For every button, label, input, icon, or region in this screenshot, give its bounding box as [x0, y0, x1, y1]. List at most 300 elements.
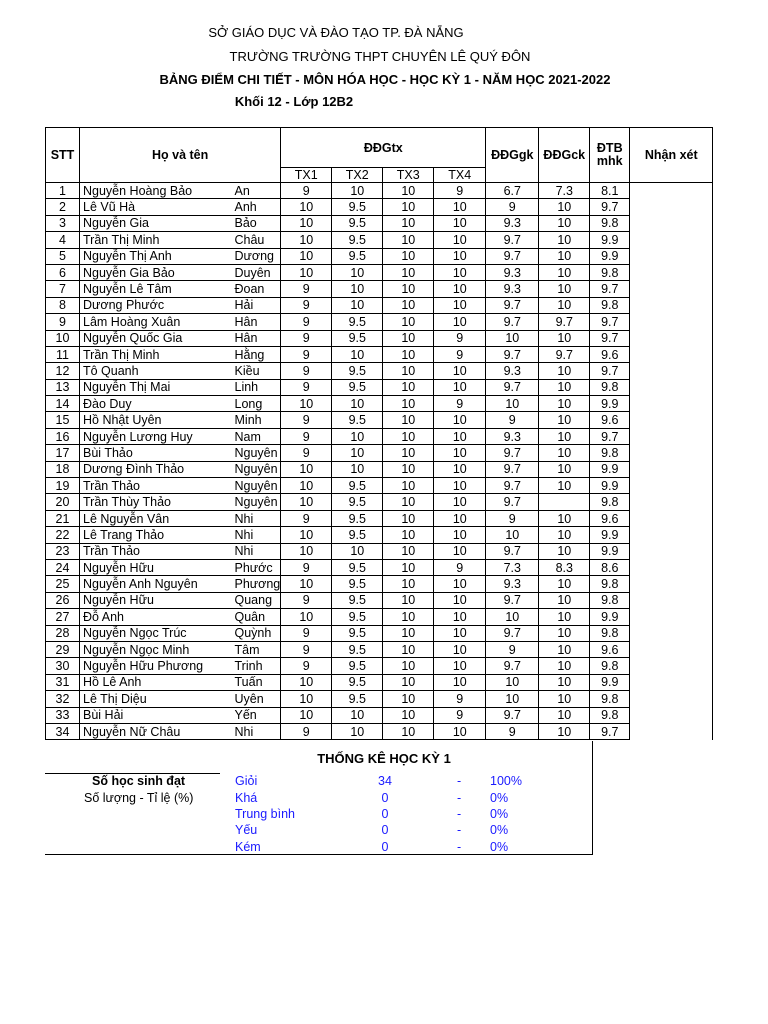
cell-dtb: 9.6 — [590, 412, 630, 428]
cell-tx3: 10 — [383, 215, 434, 231]
cell-tx3: 10 — [383, 183, 434, 199]
cell-nhanxet — [630, 396, 713, 412]
cell-ddgck: 10 — [539, 691, 590, 707]
cell-ddgck: 10 — [539, 543, 590, 559]
cell-tx3: 10 — [383, 330, 434, 346]
cell-tx3: 10 — [383, 461, 434, 477]
cell-ddgck: 9.7 — [539, 346, 590, 362]
cell-ddggk: 9 — [486, 641, 539, 657]
cell-dtb: 9.8 — [590, 379, 630, 395]
cell-tx3: 10 — [383, 379, 434, 395]
col-header-tx1: TX1 — [281, 168, 332, 183]
cell-nhanxet — [630, 346, 713, 362]
cell-nhanxet — [630, 494, 713, 510]
cell-nhanxet — [630, 461, 713, 477]
cell-stt: 33 — [46, 707, 80, 723]
stats-percent: 0% — [490, 840, 509, 854]
cell-nhanxet — [630, 576, 713, 592]
cell-ddggk: 9.7 — [486, 625, 539, 641]
cell-ddggk: 9.7 — [486, 543, 539, 559]
cell-tx4: 10 — [434, 658, 486, 674]
cell-tx4: 10 — [434, 510, 486, 526]
cell-tx2: 9.5 — [332, 625, 383, 641]
cell-tx1: 10 — [281, 609, 332, 625]
cell-ddggk: 9.3 — [486, 281, 539, 297]
table-row — [46, 281, 713, 297]
school-name: TRƯỜNG TRƯỜNG THPT CHUYÊN LÊ QUÝ ĐÔN — [229, 49, 531, 64]
cell-stt: 17 — [46, 445, 80, 461]
cell-ddgck: 8.3 — [539, 559, 590, 575]
cell-nhanxet — [630, 510, 713, 526]
table-row — [46, 461, 713, 477]
cell-surname: Nguyễn Quốc Gia — [80, 330, 233, 346]
cell-surname: Nguyễn Hữu — [80, 592, 233, 608]
cell-stt: 9 — [46, 314, 80, 330]
cell-tx1: 10 — [281, 248, 332, 264]
stats-percent: 0% — [490, 823, 509, 837]
cell-surname: Hồ Nhật Uyên — [80, 412, 233, 428]
cell-ddgck: 10 — [539, 248, 590, 264]
cell-tx4: 10 — [434, 543, 486, 559]
cell-ddggk: 9 — [486, 723, 539, 739]
cell-tx2: 10 — [332, 445, 383, 461]
cell-surname: Lâm Hoàng Xuân — [80, 314, 233, 330]
cell-surname: Nguyễn Thị Mai — [80, 379, 233, 395]
cell-tx4: 10 — [434, 248, 486, 264]
cell-tx1: 9 — [281, 330, 332, 346]
cell-nhanxet — [630, 232, 713, 248]
cell-ddggk: 10 — [486, 691, 539, 707]
cell-dtb: 9.6 — [590, 510, 630, 526]
table-row — [46, 199, 713, 215]
table-row — [46, 297, 713, 313]
cell-ddgck: 10 — [539, 264, 590, 280]
cell-surname: Dương Đình Thảo — [80, 461, 233, 477]
cell-given-name: Yến — [233, 707, 281, 723]
department-name: SỞ GIÁO DỤC VÀ ĐÀO TẠO TP. ĐÀ NẴNG — [208, 25, 464, 40]
cell-surname: Tô Quanh — [80, 363, 233, 379]
cell-given-name: Tuấn — [233, 674, 281, 690]
cell-surname: Nguyễn Lê Tâm — [80, 281, 233, 297]
cell-ddgck: 10 — [539, 723, 590, 739]
cell-ddggk: 9.7 — [486, 248, 539, 264]
cell-tx1: 10 — [281, 215, 332, 231]
table-row — [46, 527, 713, 543]
cell-given-name: Minh — [233, 412, 281, 428]
cell-stt: 15 — [46, 412, 80, 428]
cell-tx2: 9.5 — [332, 674, 383, 690]
cell-ddggk: 9.7 — [486, 314, 539, 330]
cell-tx1: 10 — [281, 527, 332, 543]
cell-given-name: Quân — [233, 609, 281, 625]
cell-given-name: Hân — [233, 330, 281, 346]
cell-tx1: 10 — [281, 199, 332, 215]
col-header-ddggk: ĐĐGgk — [486, 128, 539, 183]
stats-dash: - — [457, 823, 462, 837]
cell-ddggk: 10 — [486, 674, 539, 690]
stats-category: Trung bình — [235, 807, 295, 821]
cell-ddggk: 9.3 — [486, 264, 539, 280]
cell-nhanxet — [630, 707, 713, 723]
cell-stt: 14 — [46, 396, 80, 412]
cell-tx2: 9.5 — [332, 527, 383, 543]
cell-tx2: 10 — [332, 183, 383, 199]
table-row — [46, 510, 713, 526]
cell-ddggk: 10 — [486, 609, 539, 625]
cell-surname: Dương Phước — [80, 297, 233, 313]
cell-tx1: 10 — [281, 232, 332, 248]
col-header-ddgck: ĐĐGck — [539, 128, 590, 183]
cell-tx1: 10 — [281, 396, 332, 412]
table-row — [46, 396, 713, 412]
table-row — [46, 428, 713, 444]
cell-tx2: 10 — [332, 297, 383, 313]
cell-stt: 30 — [46, 658, 80, 674]
cell-given-name: Phương — [234, 577, 281, 592]
cell-tx1: 10 — [281, 674, 332, 690]
cell-given-name: Uyên — [233, 691, 281, 707]
cell-surname: Nguyễn Gia Bảo — [80, 264, 233, 280]
cell-tx4: 9 — [434, 183, 486, 199]
cell-tx1: 10 — [281, 494, 332, 510]
cell-surname: Lê Thị Diệu — [80, 691, 233, 707]
cell-ddggk: 9.3 — [486, 363, 539, 379]
cell-dtb: 9.9 — [590, 478, 630, 494]
cell-surname: Nguyễn Nữ Châu — [80, 723, 233, 739]
cell-dtb: 9.8 — [590, 658, 630, 674]
cell-dtb: 9.8 — [590, 297, 630, 313]
cell-tx3: 10 — [383, 707, 434, 723]
cell-tx3: 10 — [383, 445, 434, 461]
cell-nhanxet — [630, 527, 713, 543]
cell-tx3: 10 — [383, 691, 434, 707]
cell-dtb: 9.9 — [590, 543, 630, 559]
cell-tx3: 10 — [383, 494, 434, 510]
table-row — [46, 330, 713, 346]
cell-tx3: 10 — [383, 264, 434, 280]
cell-stt: 8 — [46, 297, 80, 313]
stats-percent: 0% — [490, 807, 509, 821]
stats-label-count-ratio: Số lượng - Tỉ lệ (%) — [84, 791, 194, 805]
cell-dtb: 9.8 — [590, 625, 630, 641]
cell-tx4: 10 — [434, 723, 486, 739]
cell-ddggk: 9.3 — [486, 428, 539, 444]
cell-dtb: 8.6 — [590, 559, 630, 575]
cell-surname: Nguyễn Anh Nguyên — [80, 576, 233, 592]
col-header-name: Họ và tên — [80, 128, 281, 183]
cell-ddggk: 9 — [486, 412, 539, 428]
table-row — [46, 707, 713, 723]
cell-tx1: 9 — [281, 723, 332, 739]
cell-tx1: 10 — [281, 478, 332, 494]
cell-tx2: 9.5 — [332, 641, 383, 657]
cell-tx2: 9.5 — [332, 232, 383, 248]
cell-tx4: 9 — [434, 559, 486, 575]
stats-count: 0 — [381, 791, 389, 805]
cell-dtb: 9.6 — [590, 641, 630, 657]
cell-tx4: 10 — [434, 576, 486, 592]
cell-ddggk: 10 — [486, 527, 539, 543]
cell-tx4: 10 — [434, 264, 486, 280]
cell-ddgck: 10 — [539, 707, 590, 723]
cell-surname: Nguyễn Ngọc Trúc — [80, 625, 233, 641]
cell-dtb: 9.7 — [590, 281, 630, 297]
cell-tx4: 10 — [434, 215, 486, 231]
cell-stt: 3 — [46, 215, 80, 231]
cell-ddggk: 10 — [486, 330, 539, 346]
cell-nhanxet — [630, 609, 713, 625]
cell-nhanxet — [630, 445, 713, 461]
stats-dash: - — [457, 807, 462, 821]
cell-given-name: Anh — [233, 199, 281, 215]
cell-tx1: 9 — [281, 625, 332, 641]
cell-tx2: 9.5 — [332, 199, 383, 215]
cell-nhanxet — [630, 543, 713, 559]
cell-dtb: 9.8 — [590, 707, 630, 723]
cell-tx3: 10 — [383, 199, 434, 215]
col-header-tx3: TX3 — [383, 168, 434, 183]
cell-dtb: 9.6 — [590, 346, 630, 362]
cell-stt: 10 — [46, 330, 80, 346]
cell-tx1: 9 — [281, 314, 332, 330]
cell-stt: 25 — [46, 576, 80, 592]
table-row — [46, 592, 713, 608]
cell-surname: Lê Nguyễn Vân — [80, 510, 233, 526]
cell-tx3: 10 — [383, 297, 434, 313]
cell-given-name: Long — [233, 396, 281, 412]
cell-ddggk: 9.7 — [486, 658, 539, 674]
cell-tx4: 10 — [434, 379, 486, 395]
cell-tx2: 9.5 — [332, 363, 383, 379]
cell-tx4: 10 — [434, 592, 486, 608]
cell-tx2: 9.5 — [332, 592, 383, 608]
cell-stt: 32 — [46, 691, 80, 707]
table-row — [46, 559, 713, 575]
cell-tx1: 9 — [281, 183, 332, 199]
cell-nhanxet — [630, 183, 713, 199]
col-header-ddgtx: ĐĐGtx — [281, 128, 486, 168]
cell-tx4: 10 — [434, 674, 486, 690]
stats-category: Yếu — [235, 823, 258, 837]
cell-ddgck: 10 — [539, 363, 590, 379]
cell-ddgck: 10 — [539, 592, 590, 608]
cell-dtb: 9.9 — [590, 527, 630, 543]
cell-ddgck: 10 — [539, 478, 590, 494]
cell-given-name: Nhi — [233, 510, 281, 526]
cell-surname: Trần Thùy Thảo — [80, 494, 233, 510]
cell-ddggk: 7.3 — [486, 559, 539, 575]
stats-category: Kém — [235, 840, 261, 854]
cell-surname: Nguyễn Hữu Phương — [80, 658, 233, 674]
cell-tx2: 10 — [332, 543, 383, 559]
cell-stt: 21 — [46, 510, 80, 526]
cell-tx3: 10 — [383, 543, 434, 559]
cell-ddgck: 7.3 — [539, 183, 590, 199]
cell-given-name: Nhi — [233, 723, 281, 739]
cell-tx4: 10 — [434, 445, 486, 461]
grade-table-body — [46, 183, 713, 740]
stats-count: 0 — [381, 807, 389, 821]
cell-stt: 34 — [46, 723, 80, 739]
cell-tx4: 10 — [434, 527, 486, 543]
col-header-dtb: ĐTB mhk — [590, 128, 630, 183]
cell-ddggk: 9.7 — [486, 232, 539, 248]
cell-tx4: 10 — [434, 232, 486, 248]
cell-dtb: 9.8 — [590, 691, 630, 707]
cell-tx4: 10 — [434, 428, 486, 444]
cell-tx1: 9 — [281, 445, 332, 461]
cell-ddgck: 10 — [539, 576, 590, 592]
stats-count: 0 — [381, 823, 389, 837]
cell-given-name: Nguyên — [233, 494, 281, 510]
cell-dtb: 9.8 — [590, 445, 630, 461]
cell-given-name: Nhi — [233, 527, 281, 543]
cell-tx1: 9 — [281, 559, 332, 575]
stats-label-achieved: Số học sinh đạt — [92, 774, 186, 788]
cell-stt: 26 — [46, 592, 80, 608]
stats-category: Giỏi — [235, 774, 258, 788]
cell-ddggk: 9.3 — [486, 215, 539, 231]
cell-ddggk: 9.7 — [486, 478, 539, 494]
cell-stt: 11 — [46, 346, 80, 362]
cell-tx1: 9 — [281, 412, 332, 428]
table-row — [46, 346, 713, 362]
cell-ddgck: 10 — [539, 281, 590, 297]
cell-dtb: 9.8 — [590, 576, 630, 592]
cell-tx3: 10 — [383, 576, 434, 592]
stats-category: Khá — [235, 791, 258, 805]
table-row — [46, 264, 713, 280]
cell-surname: Lê Trang Thảo — [80, 527, 233, 543]
cell-surname: Bùi Thảo — [80, 445, 233, 461]
cell-stt: 1 — [46, 183, 80, 199]
cell-stt: 24 — [46, 559, 80, 575]
cell-tx1: 9 — [281, 346, 332, 362]
cell-surname: Bùi Hải — [80, 707, 233, 723]
cell-tx3: 10 — [383, 674, 434, 690]
cell-dtb: 9.7 — [590, 330, 630, 346]
cell-ddggk: 9.7 — [486, 445, 539, 461]
cell-given-name: Nguyên — [233, 478, 281, 494]
stats-percent: 100% — [490, 774, 522, 788]
cell-tx2: 9.5 — [332, 215, 383, 231]
cell-tx1: 10 — [281, 707, 332, 723]
cell-nhanxet — [630, 428, 713, 444]
cell-tx4: 10 — [434, 412, 486, 428]
cell-nhanxet — [630, 281, 713, 297]
cell-given-name: Hải — [233, 297, 281, 313]
cell-dtb: 9.7 — [590, 314, 630, 330]
cell-tx1: 9 — [281, 379, 332, 395]
cell-nhanxet — [630, 691, 713, 707]
cell-given-name: Trinh — [233, 658, 281, 674]
cell-surname: Nguyễn Lương Huy — [80, 428, 233, 444]
col-header-tx2: TX2 — [332, 168, 383, 183]
cell-stt: 19 — [46, 478, 80, 494]
table-row — [46, 641, 713, 657]
cell-tx3: 10 — [383, 412, 434, 428]
cell-dtb: 9.8 — [590, 215, 630, 231]
cell-tx4: 10 — [434, 363, 486, 379]
cell-nhanxet — [630, 674, 713, 690]
cell-tx4: 9 — [434, 396, 486, 412]
cell-surname: Nguyễn Ngọc Minh — [80, 641, 233, 657]
cell-nhanxet — [630, 215, 713, 231]
cell-tx3: 10 — [383, 248, 434, 264]
cell-nhanxet — [630, 248, 713, 264]
cell-nhanxet — [630, 723, 713, 739]
cell-stt: 22 — [46, 527, 80, 543]
cell-dtb: 9.9 — [590, 232, 630, 248]
cell-ddggk: 9.7 — [486, 346, 539, 362]
cell-surname: Đào Duy — [80, 396, 233, 412]
cell-tx2: 9.5 — [332, 576, 383, 592]
cell-tx2: 9.5 — [332, 330, 383, 346]
cell-tx2: 9.5 — [332, 559, 383, 575]
cell-tx3: 10 — [383, 592, 434, 608]
cell-ddggk: 9.7 — [486, 297, 539, 313]
stats-dash: - — [457, 774, 462, 788]
cell-tx1: 9 — [281, 428, 332, 444]
cell-given-name: Đoan — [233, 281, 281, 297]
cell-tx4: 10 — [434, 609, 486, 625]
cell-tx2: 9.5 — [332, 658, 383, 674]
cell-tx3: 10 — [383, 232, 434, 248]
cell-tx2: 9.5 — [332, 379, 383, 395]
cell-ddgck: 10 — [539, 609, 590, 625]
cell-ddgck: 10 — [539, 641, 590, 657]
cell-nhanxet — [630, 314, 713, 330]
cell-given-name: Phước — [233, 559, 281, 575]
table-row — [46, 379, 713, 395]
col-header-tx4: TX4 — [434, 168, 486, 183]
cell-ddgck: 10 — [539, 527, 590, 543]
cell-tx2: 9.5 — [332, 691, 383, 707]
cell-tx4: 10 — [434, 625, 486, 641]
cell-tx3: 10 — [383, 609, 434, 625]
cell-ddgck: 10 — [539, 428, 590, 444]
cell-tx3: 10 — [383, 428, 434, 444]
cell-ddggk: 9 — [486, 510, 539, 526]
cell-nhanxet — [630, 199, 713, 215]
cell-tx1: 10 — [281, 691, 332, 707]
cell-stt: 23 — [46, 543, 80, 559]
cell-given-name: Hân — [233, 314, 281, 330]
cell-nhanxet — [630, 330, 713, 346]
cell-dtb: 9.8 — [590, 592, 630, 608]
cell-surname: Trần Thị Minh — [80, 346, 233, 362]
cell-nhanxet — [630, 592, 713, 608]
cell-dtb: 9.9 — [590, 674, 630, 690]
cell-ddggk: 6.7 — [486, 183, 539, 199]
cell-tx3: 10 — [383, 723, 434, 739]
cell-ddgck: 10 — [539, 232, 590, 248]
cell-dtb: 9.9 — [590, 461, 630, 477]
cell-tx2: 9.5 — [332, 412, 383, 428]
cell-ddgck: 10 — [539, 461, 590, 477]
cell-given-name: An — [233, 183, 281, 199]
cell-ddgck: 10 — [539, 215, 590, 231]
col-header-stt: STT — [46, 128, 80, 183]
cell-stt: 2 — [46, 199, 80, 215]
cell-dtb: 9.7 — [590, 199, 630, 215]
table-row — [46, 314, 713, 330]
cell-ddgck: 10 — [539, 510, 590, 526]
cell-ddgck: 10 — [539, 396, 590, 412]
table-row — [46, 478, 713, 494]
cell-ddggk: 10 — [486, 396, 539, 412]
cell-nhanxet — [630, 559, 713, 575]
